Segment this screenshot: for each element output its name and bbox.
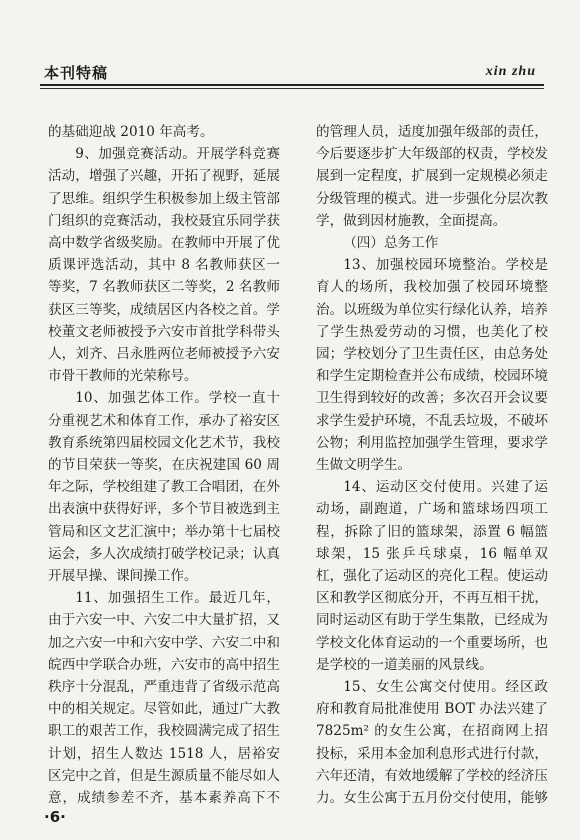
- paragraph: 15、女生公寓交付使用。经区政府和教育局批准使用 BOT 办法兴建了 7825m² 的女生公寓，在招商网上招投标，采用本金加利息形式进行付款，六年还清，有效地缓解了学校的经济压力。女生公寓于五月份交付使用，能够: [316, 679, 548, 807]
- paragraph: 9、加强竞赛活动。开展学科竞赛活动，增强了兴趣，开拓了视野，延展了思维。组织学生积极参加上级主管部门组织的竞赛活动，我校聂宜乐同学获高中数学省级奖励。在教师中开展了优质课评选活动，其中 8 名教师获区一等奖，7 名教师获区二等奖，2 名教师获区三等奖，成绩居区内各校之首。学校董文老师被授予六安市首批学科带头人，刘齐、吕永胜两位老师被授予六安市骨干教师的光荣称号。: [48, 146, 280, 385]
- page-number: ·6·: [44, 808, 66, 826]
- paragraph: 10、加强艺体工作。学校一直十分重视艺术和体育工作，承办了裕安区教育系统第四届校园文化艺术节，我校的节目荣获一等奖，在庆祝建国 60 周年之际，学校组建了教工合唱团，在外出表演中获得好评，多个节目被选到主管局和区文艺汇演中；举办第十七届校运会，多人次成绩打破学校记录；认真开展早操、课间操工作。: [48, 390, 280, 585]
- header-pinyin: xin zhu: [485, 64, 536, 79]
- paragraph: 14、运动区交付使用。兴建了运动场，副跑道，广场和篮球场四项工程，拆除了旧的篮球架，添置 6 幅篮球架，15 张乒乓球桌，16 幅单双杠，强化了运动区的亮化工程。使运动区和教学区彻底分开，不再互相干扰，同时运动区有助于学生集散，已经成为学校文化体育运动的一个重要场所，也是学校的一道美丽的风景线。: [316, 479, 548, 673]
- header-rule-thin: [40, 88, 544, 89]
- section-heading: （四）总务工作: [343, 235, 439, 252]
- paragraph: 11、加强招生工作。最近几年，由于六安一中、六安二中大量扩招，又加之六安一中和六安中学、六安二中和皖西中学联合办班，六安市的高中招生秩序十分混乱，严重违背了省级示范高中的相关规定。尽管如此，通过广大教职工的艰苦工作，我校圆满完成了招生计划，招生人数达 1518 人，居裕安区完中之首，但是生源质量不能尽如人意，成绩参差不齐，基本素养高下不: [48, 590, 280, 807]
- paragraph: 的管理人员，适度加强年级部的责任，今后要逐步扩大年级部的权责，学校发展到一定程度，扩展到一定规模必须走分级管理的模式。进一步强化分层次教学，做到因材施教，全面提高。: [316, 124, 548, 229]
- right-column: [316, 121, 548, 811]
- paragraph: 13、加强校园环境整治。学校是育人的场所，我校加强了校园环境整治。以班级为单位实行绿化认养，培养了学生热爱劳动的习惯，也美化了校园；学校划分了卫生责任区，由总务处和学生定期检查并公布成绩，校园环境卫生得到较好的改善；多次召开会议要求学生爱护环境，不乱丢垃圾，不破坏公物；利用监控加强学生管理，要求学生做文明学生。: [316, 257, 548, 474]
- header-rule-thick: [40, 84, 544, 86]
- paragraph: 的基础迎战 2010 年高考。: [48, 124, 214, 140]
- left-column: [48, 121, 280, 811]
- page-header: [0, 0, 580, 100]
- section-title: 本刊特稿: [44, 64, 109, 82]
